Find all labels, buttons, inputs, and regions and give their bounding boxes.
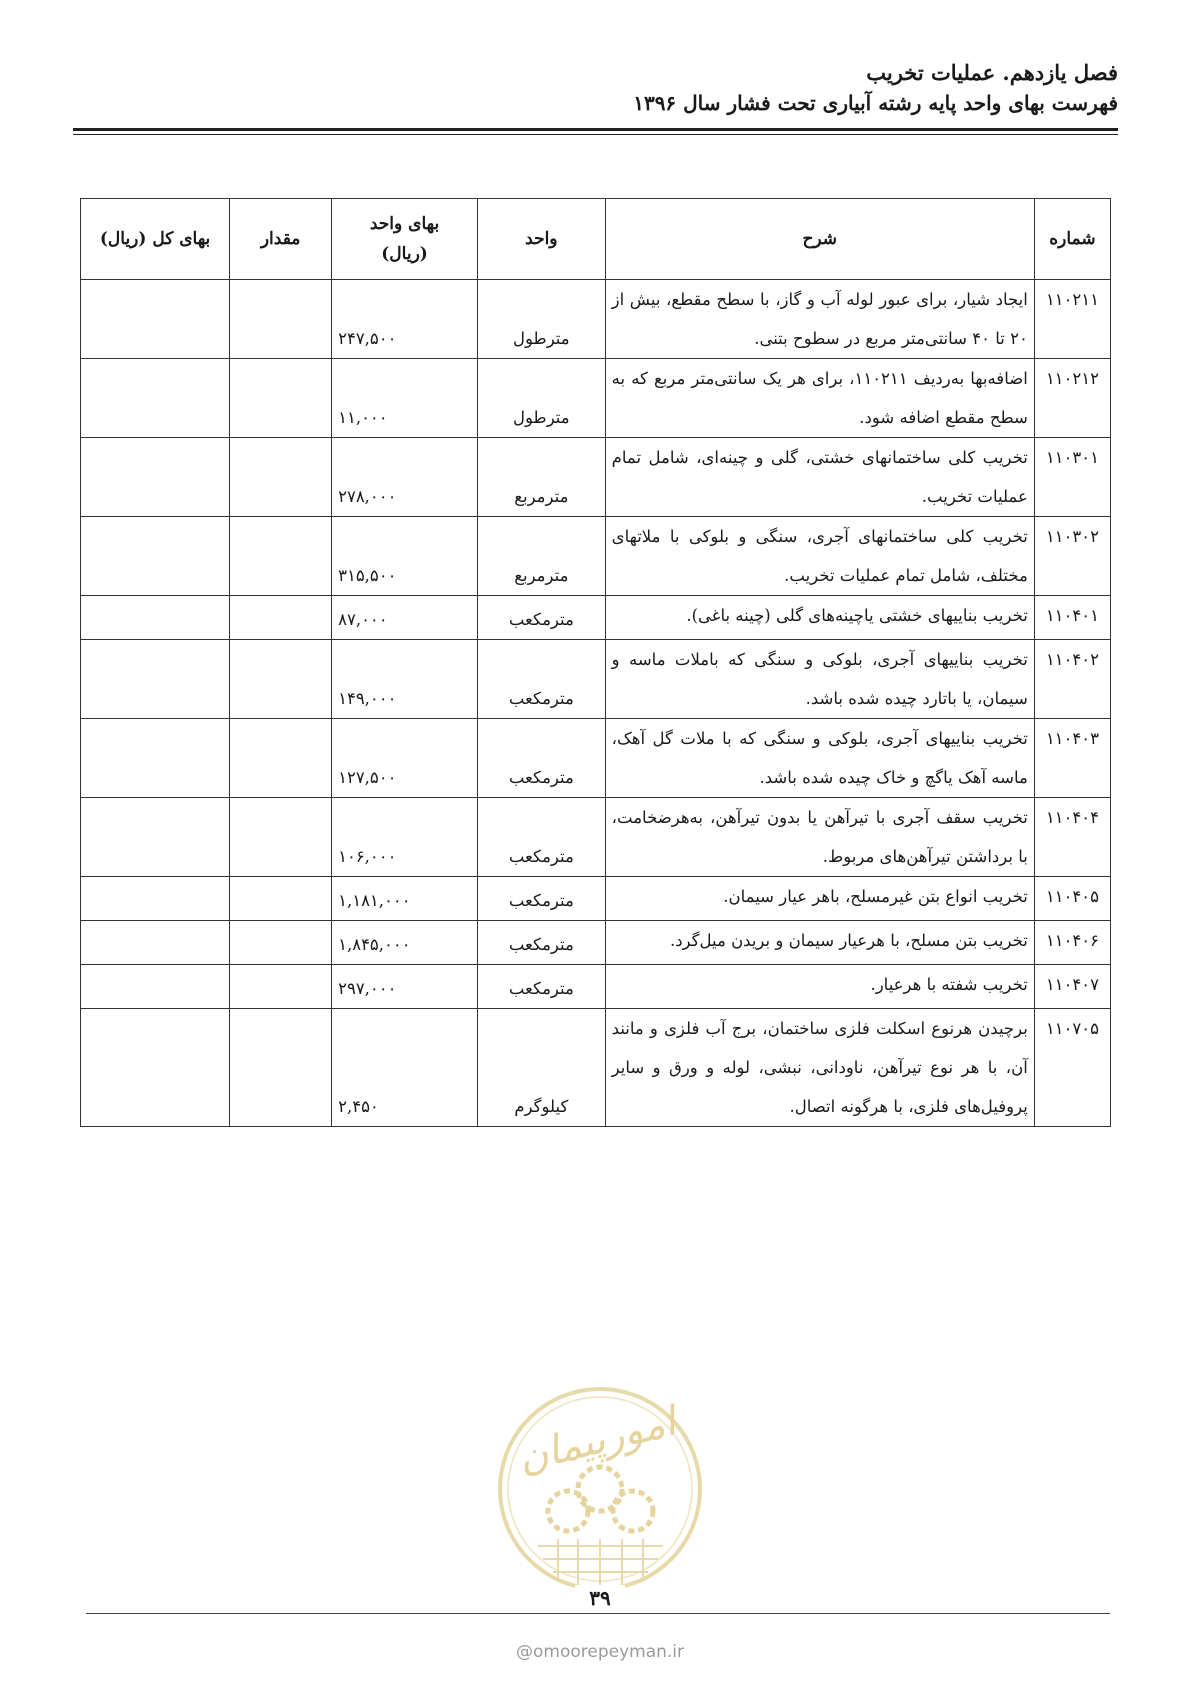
table-header-row	[81, 199, 1111, 280]
item-unit-price: ۲۷۸,۰۰۰	[332, 438, 478, 517]
item-quantity	[230, 640, 332, 719]
watermark-website: @omoorepeyman.ir	[515, 1642, 685, 1662]
item-total	[81, 1009, 230, 1127]
item-code: ۱۱۰۲۱۲	[1034, 359, 1110, 438]
item-total	[81, 596, 230, 640]
item-total	[81, 921, 230, 965]
item-unit: مترمکعب	[478, 921, 606, 965]
column-header-total: بهای کل (ریال)	[81, 199, 230, 280]
item-code: ۱۱۰۴۰۵	[1034, 877, 1110, 921]
item-code: ۱۱۰۴۰۱	[1034, 596, 1110, 640]
item-code: ۱۱۰۳۰۲	[1034, 517, 1110, 596]
item-description: تخریب کلی ساختمانهای خشتی، گلی و چینه‌ای، شامل تمام عملیات تخریب.	[605, 438, 1034, 517]
item-unit-price: ۲۹۷,۰۰۰	[332, 965, 478, 1009]
item-total	[81, 965, 230, 1009]
item-unit: مترمکعب	[478, 640, 606, 719]
item-total	[81, 359, 230, 438]
item-unit: مترطول	[478, 280, 606, 359]
table-row	[81, 877, 1111, 921]
column-header-unit-price	[332, 199, 478, 280]
item-description: تخریب بناییهای آجری، بلوکی و سنگی که باملات ماسه و سیمان، یا باتارد چیده شده باشد.	[605, 640, 1034, 719]
table-row	[81, 359, 1111, 438]
table-row	[81, 1009, 1111, 1127]
item-unit-price: ۱,۸۴۵,۰۰۰	[332, 921, 478, 965]
item-description: تخریب سقف آجری با تیرآهن یا بدون تیرآهن، به‌هرضخامت، با برداشتن تیرآهن‌های مربوط.	[605, 798, 1034, 877]
item-code: ۱۱۰۴۰۲	[1034, 640, 1110, 719]
item-unit-price: ۱,۱۸۱,۰۰۰	[332, 877, 478, 921]
item-quantity	[230, 719, 332, 798]
item-unit-price: ۲۴۷,۵۰۰	[332, 280, 478, 359]
column-header-unit: واحد	[478, 199, 606, 280]
column-header-description: شرح	[605, 199, 1034, 280]
table-row	[81, 719, 1111, 798]
item-total	[81, 877, 230, 921]
item-quantity	[230, 517, 332, 596]
item-unit-price: ۱۰۶,۰۰۰	[332, 798, 478, 877]
item-unit: مترطول	[478, 359, 606, 438]
column-header-code: شماره	[1034, 199, 1110, 280]
table-row	[81, 517, 1111, 596]
item-unit: کیلوگرم	[478, 1009, 606, 1127]
footer-rule	[86, 1613, 1110, 1614]
table-row	[81, 596, 1111, 640]
item-description: تخریب بناییهای خشتی یاچینه‌های گلی (چینه باغی).	[605, 596, 1034, 640]
item-description: تخریب کلی ساختمانهای آجری، سنگی و بلوکی با ملاتهای مختلف، شامل تمام عملیات تخریب.	[605, 517, 1034, 596]
item-unit-price: ۳۱۵,۵۰۰	[332, 517, 478, 596]
item-unit: مترمکعب	[478, 596, 606, 640]
item-description: ایجاد شیار، برای عبور لوله آب و گاز، با سطح مقطع، بیش از ۲۰ تا ۴۰ سانتی‌متر مربع در سطوح بتنی.	[605, 280, 1034, 359]
item-quantity	[230, 280, 332, 359]
item-code: ۱۱۰۴۰۶	[1034, 921, 1110, 965]
item-code: ۱۱۰۷۰۵	[1034, 1009, 1110, 1127]
item-code: ۱۱۰۲۱۱	[1034, 280, 1110, 359]
unit-price-currency: (ریال)	[381, 244, 428, 264]
item-code: ۱۱۰۳۰۱	[1034, 438, 1110, 517]
item-unit-price: ۸۷,۰۰۰	[332, 596, 478, 640]
item-total	[81, 438, 230, 517]
page-header	[73, 58, 1118, 118]
item-quantity	[230, 965, 332, 1009]
item-unit-price: ۱۲۷,۵۰۰	[332, 719, 478, 798]
item-unit: مترمکعب	[478, 877, 606, 921]
item-total	[81, 517, 230, 596]
item-quantity	[230, 1009, 332, 1127]
item-total	[81, 280, 230, 359]
item-unit: مترمربع	[478, 438, 606, 517]
item-description: تخریب شفته با هرعیار.	[605, 965, 1034, 1009]
item-total	[81, 640, 230, 719]
table-row	[81, 280, 1111, 359]
item-code: ۱۱۰۴۰۷	[1034, 965, 1110, 1009]
table-row	[81, 438, 1111, 517]
table-row	[81, 921, 1111, 965]
column-header-quantity: مقدار	[230, 199, 332, 280]
item-description: تخریب انواع بتن غیرمسلح، باهر عیار سیمان.	[605, 877, 1034, 921]
item-unit-price: ۱۴۹,۰۰۰	[332, 640, 478, 719]
watermark-seal-icon	[488, 1371, 713, 1601]
item-total	[81, 798, 230, 877]
price-list-table	[80, 198, 1111, 1127]
item-unit-price: ۲,۴۵۰	[332, 1009, 478, 1127]
item-description: تخریب بتن مسلح، با هرعیار سیمان و بریدن میل‌گرد.	[605, 921, 1034, 965]
item-description: تخریب بناییهای آجری، بلوکی و سنگی که با ملات گل آهک، ماسه آهک یاگچ و خاک چیده شده باشد.	[605, 719, 1034, 798]
table-row	[81, 798, 1111, 877]
item-quantity	[230, 877, 332, 921]
item-unit: مترمربع	[478, 517, 606, 596]
item-code: ۱۱۰۴۰۴	[1034, 798, 1110, 877]
item-code: ۱۱۰۴۰۳	[1034, 719, 1110, 798]
item-unit: مترمکعب	[478, 965, 606, 1009]
item-unit-price: ۱۱,۰۰۰	[332, 359, 478, 438]
table-row	[81, 965, 1111, 1009]
item-quantity	[230, 359, 332, 438]
page-number: ۳۹	[575, 1585, 625, 1611]
item-quantity	[230, 921, 332, 965]
item-total	[81, 719, 230, 798]
item-unit: مترمکعب	[478, 798, 606, 877]
item-unit: مترمکعب	[478, 719, 606, 798]
item-description: برچیدن هرنوع اسکلت فلزی ساختمان، برج آب فلزی و مانند آن، با هر نوع تیرآهن، ناودانی، نبشی، لوله و ورق و سایر پروفیل‌های فلزی، با هرگونه اتصال.	[605, 1009, 1034, 1127]
unit-price-label: بهای واحد	[369, 214, 440, 234]
item-quantity	[230, 438, 332, 517]
document-subtitle: فهرست بهای واحد پایه رشته آبیاری تحت فشار سال ۱۳۹۶	[633, 91, 1118, 115]
table-row	[81, 640, 1111, 719]
item-description: اضافه‌بها به‌ردیف ۱۱۰۲۱۱، برای هر یک سانتی‌متر مربع که به سطح مقطع اضافه شود.	[605, 359, 1034, 438]
item-quantity	[230, 798, 332, 877]
seal-logo-text: امورپیمان	[513, 1398, 681, 1483]
header-rule-thin	[73, 134, 1118, 135]
header-rule-thick	[73, 128, 1118, 131]
item-quantity	[230, 596, 332, 640]
chapter-title: فصل یازدهم. عملیات تخریب	[866, 60, 1118, 85]
